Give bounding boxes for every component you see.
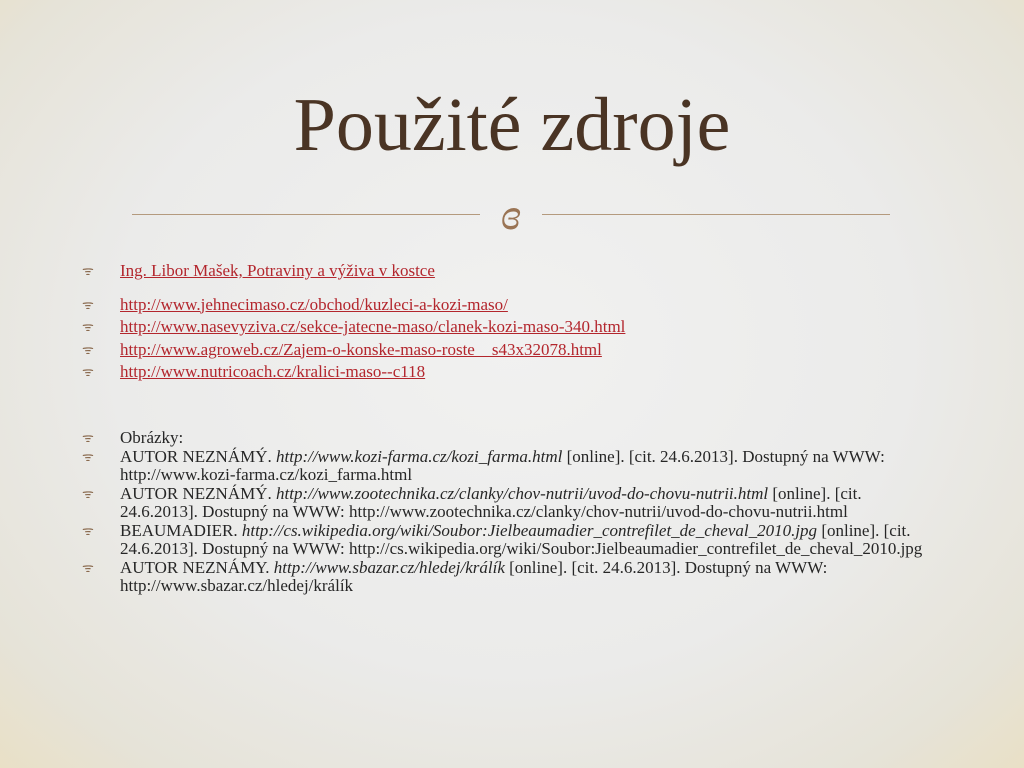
source-link-agroweb[interactable]: http://www.agroweb.cz/Zajem-o-konske-maso-roste__s43x32078.html [120, 339, 602, 359]
decorative-swirl-icon: ɞ [500, 190, 522, 239]
bullet-icon: ᯤ [82, 561, 92, 576]
bullet-icon: ᯤ [82, 450, 92, 465]
image-citation: [online]. [cit. 24.6.2013]. Dostupný na WWW: http://www.zootechnika.cz/clanky/chov-nutrii/uvod-do-chovu-nutrii.html [120, 484, 862, 521]
source-link-nasevyziva[interactable]: http://www.nasevyziva.cz/sekce-jatecne-maso/clanek-kozi-maso-340.html [120, 317, 626, 336]
bullet-icon: ᯤ [82, 487, 92, 502]
bullet-icon: ᯤ [82, 430, 92, 446]
list-item [82, 522, 942, 557]
list-item [82, 363, 942, 381]
bullet-icon: ᯤ [82, 297, 92, 313]
list-item [82, 262, 942, 280]
image-source: http://cs.wikipedia.org/wiki/Soubor:Jielbeaumadier_contrefilet_de_cheval_2010.jpg [241, 521, 818, 540]
image-author: BEAUMADIER. [120, 521, 238, 540]
list-item [82, 318, 942, 336]
bullet-icon: ᯤ [82, 264, 92, 279]
list-item [82, 296, 942, 314]
image-citation: [online]. [cit. 24.6.2013]. Dostupný na WWW: http://www.kozi-farma.cz/kozi_farma.html [120, 447, 885, 484]
image-source: http://www.kozi-farma.cz/kozi_farma.html [276, 447, 563, 466]
images-heading: Obrázky: [120, 427, 184, 447]
list-item [82, 559, 942, 594]
bullet-icon: ᯤ [82, 524, 92, 539]
source-link-jehnecimaso[interactable]: http://www.jehnecimaso.cz/obchod/kuzleci-a-kozi-maso/ [120, 294, 508, 314]
list-item [82, 341, 942, 359]
image-citation: [online]. [cit. 24.6.2013]. Dostupný na WWW: http://www.sbazar.cz/hledej/králík [120, 558, 828, 595]
divider-line-left [132, 214, 480, 215]
bullet-icon: ᯤ [82, 342, 92, 358]
image-citation: [online]. [cit. 24.6.2013]. Dostupný na WWW: http://cs.wikipedia.org/wiki/Soubor:Jielbeaumadier_contrefilet_de_cheval_2010.jpg [120, 521, 923, 558]
image-source: http://www.zootechnika.cz/clanky/chov-nutrii/uvod-do-chovu-nutrii.html [276, 484, 769, 503]
sources-list [82, 262, 942, 594]
image-author: AUTOR NEZNÁMÝ. [120, 447, 272, 466]
list-item [82, 485, 942, 520]
image-source: http://www.sbazar.cz/hledej/králík [273, 558, 505, 577]
source-link-nutricoach[interactable]: http://www.nutricoach.cz/kralici-maso--c118 [120, 362, 426, 381]
source-link-book[interactable]: Ing. Libor Mašek, Potraviny a výživa v kostce [120, 261, 435, 280]
list-item [82, 448, 942, 483]
list-item [82, 429, 942, 447]
title-divider [132, 190, 890, 239]
bullet-icon: ᯤ [82, 320, 92, 335]
image-author: AUTOR NEZNÁMY. [120, 558, 270, 577]
bullet-icon: ᯤ [82, 365, 92, 380]
image-author: AUTOR NEZNÁMÝ. [120, 484, 272, 503]
page-title: Použité zdroje [293, 83, 731, 167]
divider-line-right [542, 214, 890, 215]
